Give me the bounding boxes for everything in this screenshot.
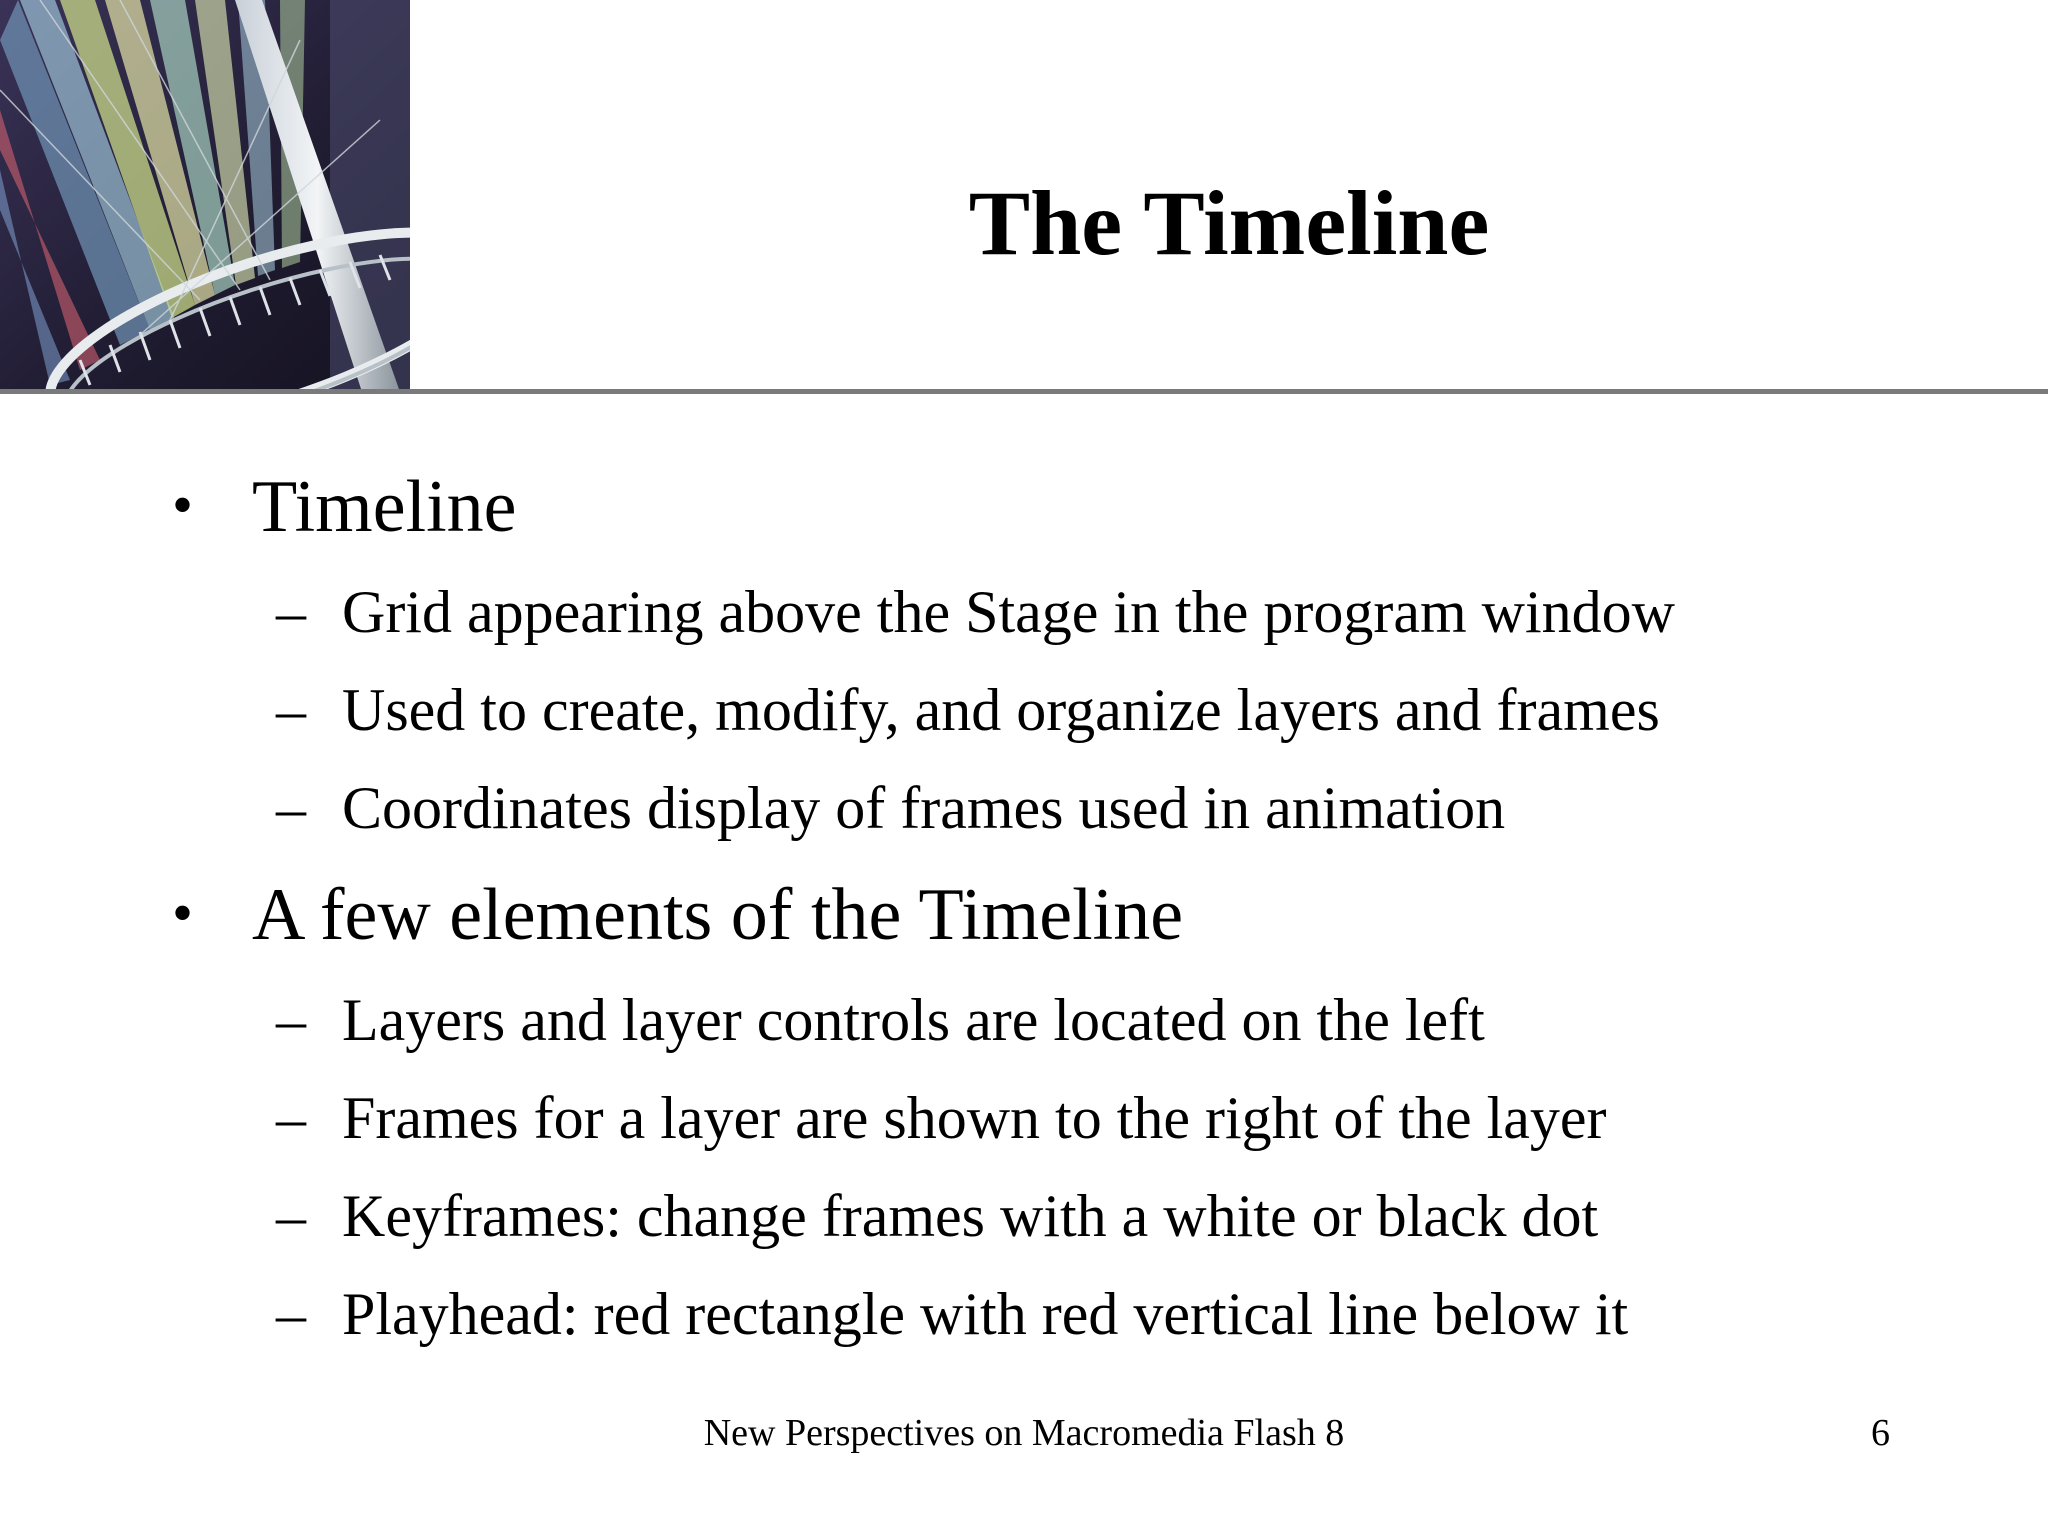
sub-bullet-item [276, 672, 1660, 748]
sub-bullet-text: Layers and layer controls are located on the left [342, 987, 1485, 1053]
sub-bullet-marker: – [276, 1085, 306, 1151]
sub-bullet-marker: – [276, 1281, 306, 1347]
sub-bullet-item [276, 1080, 1607, 1156]
sub-bullet-item [276, 1178, 1598, 1254]
sub-bullet-text: Grid appearing above the Stage in the program window [342, 579, 1675, 645]
sub-bullet-marker: – [276, 677, 306, 743]
bullet-item [172, 868, 1183, 960]
sub-bullet-item [276, 1276, 1628, 1352]
footer-text: New Perspectives on Macromedia Flash 8 [703, 1412, 1345, 1454]
sub-bullet-item [276, 982, 1485, 1058]
bullet-marker: • [172, 472, 194, 538]
sub-bullet-item [276, 770, 1505, 846]
sub-bullet-text: Used to create, modify, and organize layers and frames [342, 677, 1660, 743]
sub-bullet-marker: – [276, 579, 306, 645]
slide-title: The Timeline [968, 172, 1490, 274]
sub-bullet-text: Keyframes: change frames with a white or black dot [342, 1183, 1599, 1249]
bullet-marker: • [172, 880, 194, 946]
page-number: 6 [1871, 1412, 1890, 1454]
sub-bullet-item [276, 574, 1675, 650]
sub-bullet-marker: – [276, 775, 306, 841]
sub-bullet-marker: – [276, 987, 306, 1053]
sub-bullet-marker: – [276, 1183, 306, 1249]
bullet-item [172, 460, 517, 552]
sub-bullet-text: Coordinates display of frames used in animation [342, 775, 1506, 841]
bullet-text: Timeline [252, 466, 517, 548]
sub-bullet-text: Playhead: red rectangle with red vertical line below it [342, 1281, 1629, 1347]
sub-bullet-text: Frames for a layer are shown to the right of the layer [342, 1085, 1607, 1151]
bullet-text: A few elements of the Timeline [252, 874, 1184, 956]
